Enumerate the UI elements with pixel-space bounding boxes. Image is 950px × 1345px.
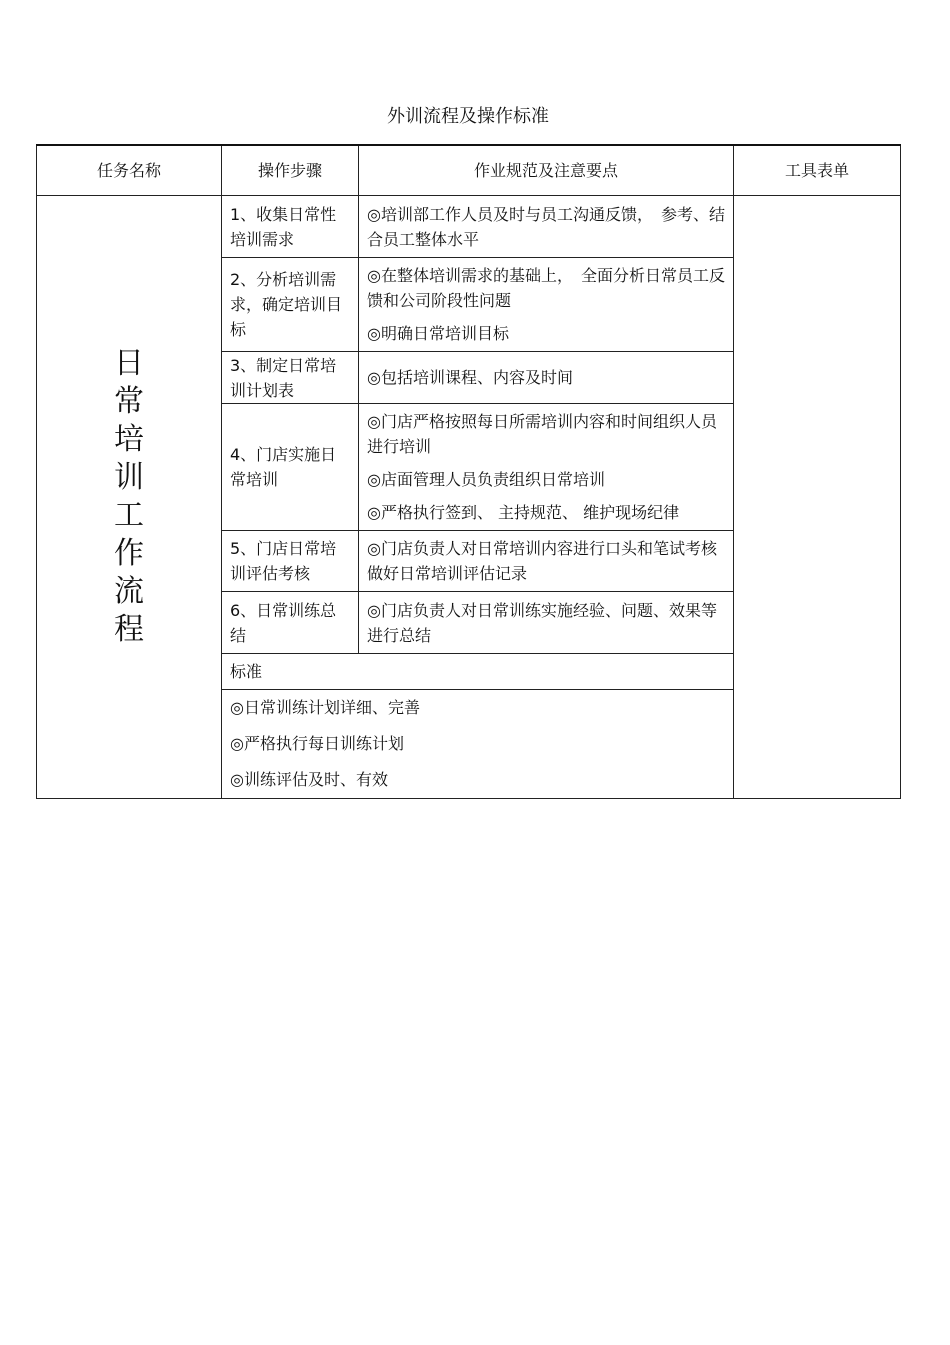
- guideline-cell: [359, 531, 734, 592]
- guideline-point: ◎门店严格按照每日所需培训内容和时间组织人员进行培训: [367, 412, 717, 456]
- guideline-point: ◎明确日常培训目标: [367, 324, 509, 343]
- header-task-name: 任务名称: [37, 145, 222, 196]
- training-process-table: [36, 144, 901, 799]
- guideline-cell: [359, 404, 734, 531]
- document-title: 外训流程及操作标准: [387, 106, 549, 127]
- tool-form-cell: [734, 196, 901, 799]
- step-cell: 6、日常训练总结: [222, 592, 359, 654]
- guideline-point: ◎店面管理人员负责组织日常培训: [367, 470, 605, 489]
- guideline-cell: [359, 196, 734, 258]
- step-cell: 2、分析培训需求，确定培训目标: [222, 258, 359, 352]
- task-name-cell: [37, 196, 222, 799]
- guideline-cell: [359, 258, 734, 352]
- standard-item: ◎严格执行每日训练计划: [230, 734, 404, 753]
- standards-cell: [222, 690, 734, 799]
- table-header-row: [37, 145, 901, 196]
- step-cell: 3、制定日常培训计划表: [222, 352, 359, 404]
- step-cell: 4、门店实施日常培训: [222, 404, 359, 531]
- header-steps: 操作步骤: [222, 145, 359, 196]
- standard-item: ◎日常训练计划详细、完善: [230, 698, 420, 717]
- table-row: [37, 196, 901, 258]
- guideline-point: ◎门店负责人对日常培训内容进行口头和笔试考核做好日常培训评估记录: [367, 539, 717, 583]
- task-name: 日常培训工作流程: [114, 346, 144, 647]
- guideline-point: ◎培训部工作人员及时与员工沟通反馈， 参考、结合员工整体水平: [367, 204, 725, 249]
- header-tool-forms: 工具表单: [734, 145, 901, 196]
- guideline-point: ◎在整体培训需求的基础上， 全面分析日常员工反馈和公司阶段性问题: [367, 266, 725, 310]
- standard-item: ◎训练评估及时、有效: [230, 770, 388, 789]
- guideline-cell: [359, 592, 734, 654]
- guideline-point: ◎门店负责人对日常训练实施经验、问题、效果等进行总结: [367, 600, 717, 645]
- guideline-cell: [359, 352, 734, 404]
- guideline-point: ◎严格执行签到、 主持规范、 维护现场纪律: [367, 503, 680, 522]
- step-cell: 5、门店日常培训评估考核: [222, 531, 359, 592]
- step-cell: 1、收集日常性培训需求: [222, 196, 359, 258]
- header-guidelines: 作业规范及注意要点: [359, 145, 734, 196]
- standard-label: 标准: [222, 654, 734, 690]
- guideline-point: ◎包括培训课程、内容及时间: [367, 368, 573, 387]
